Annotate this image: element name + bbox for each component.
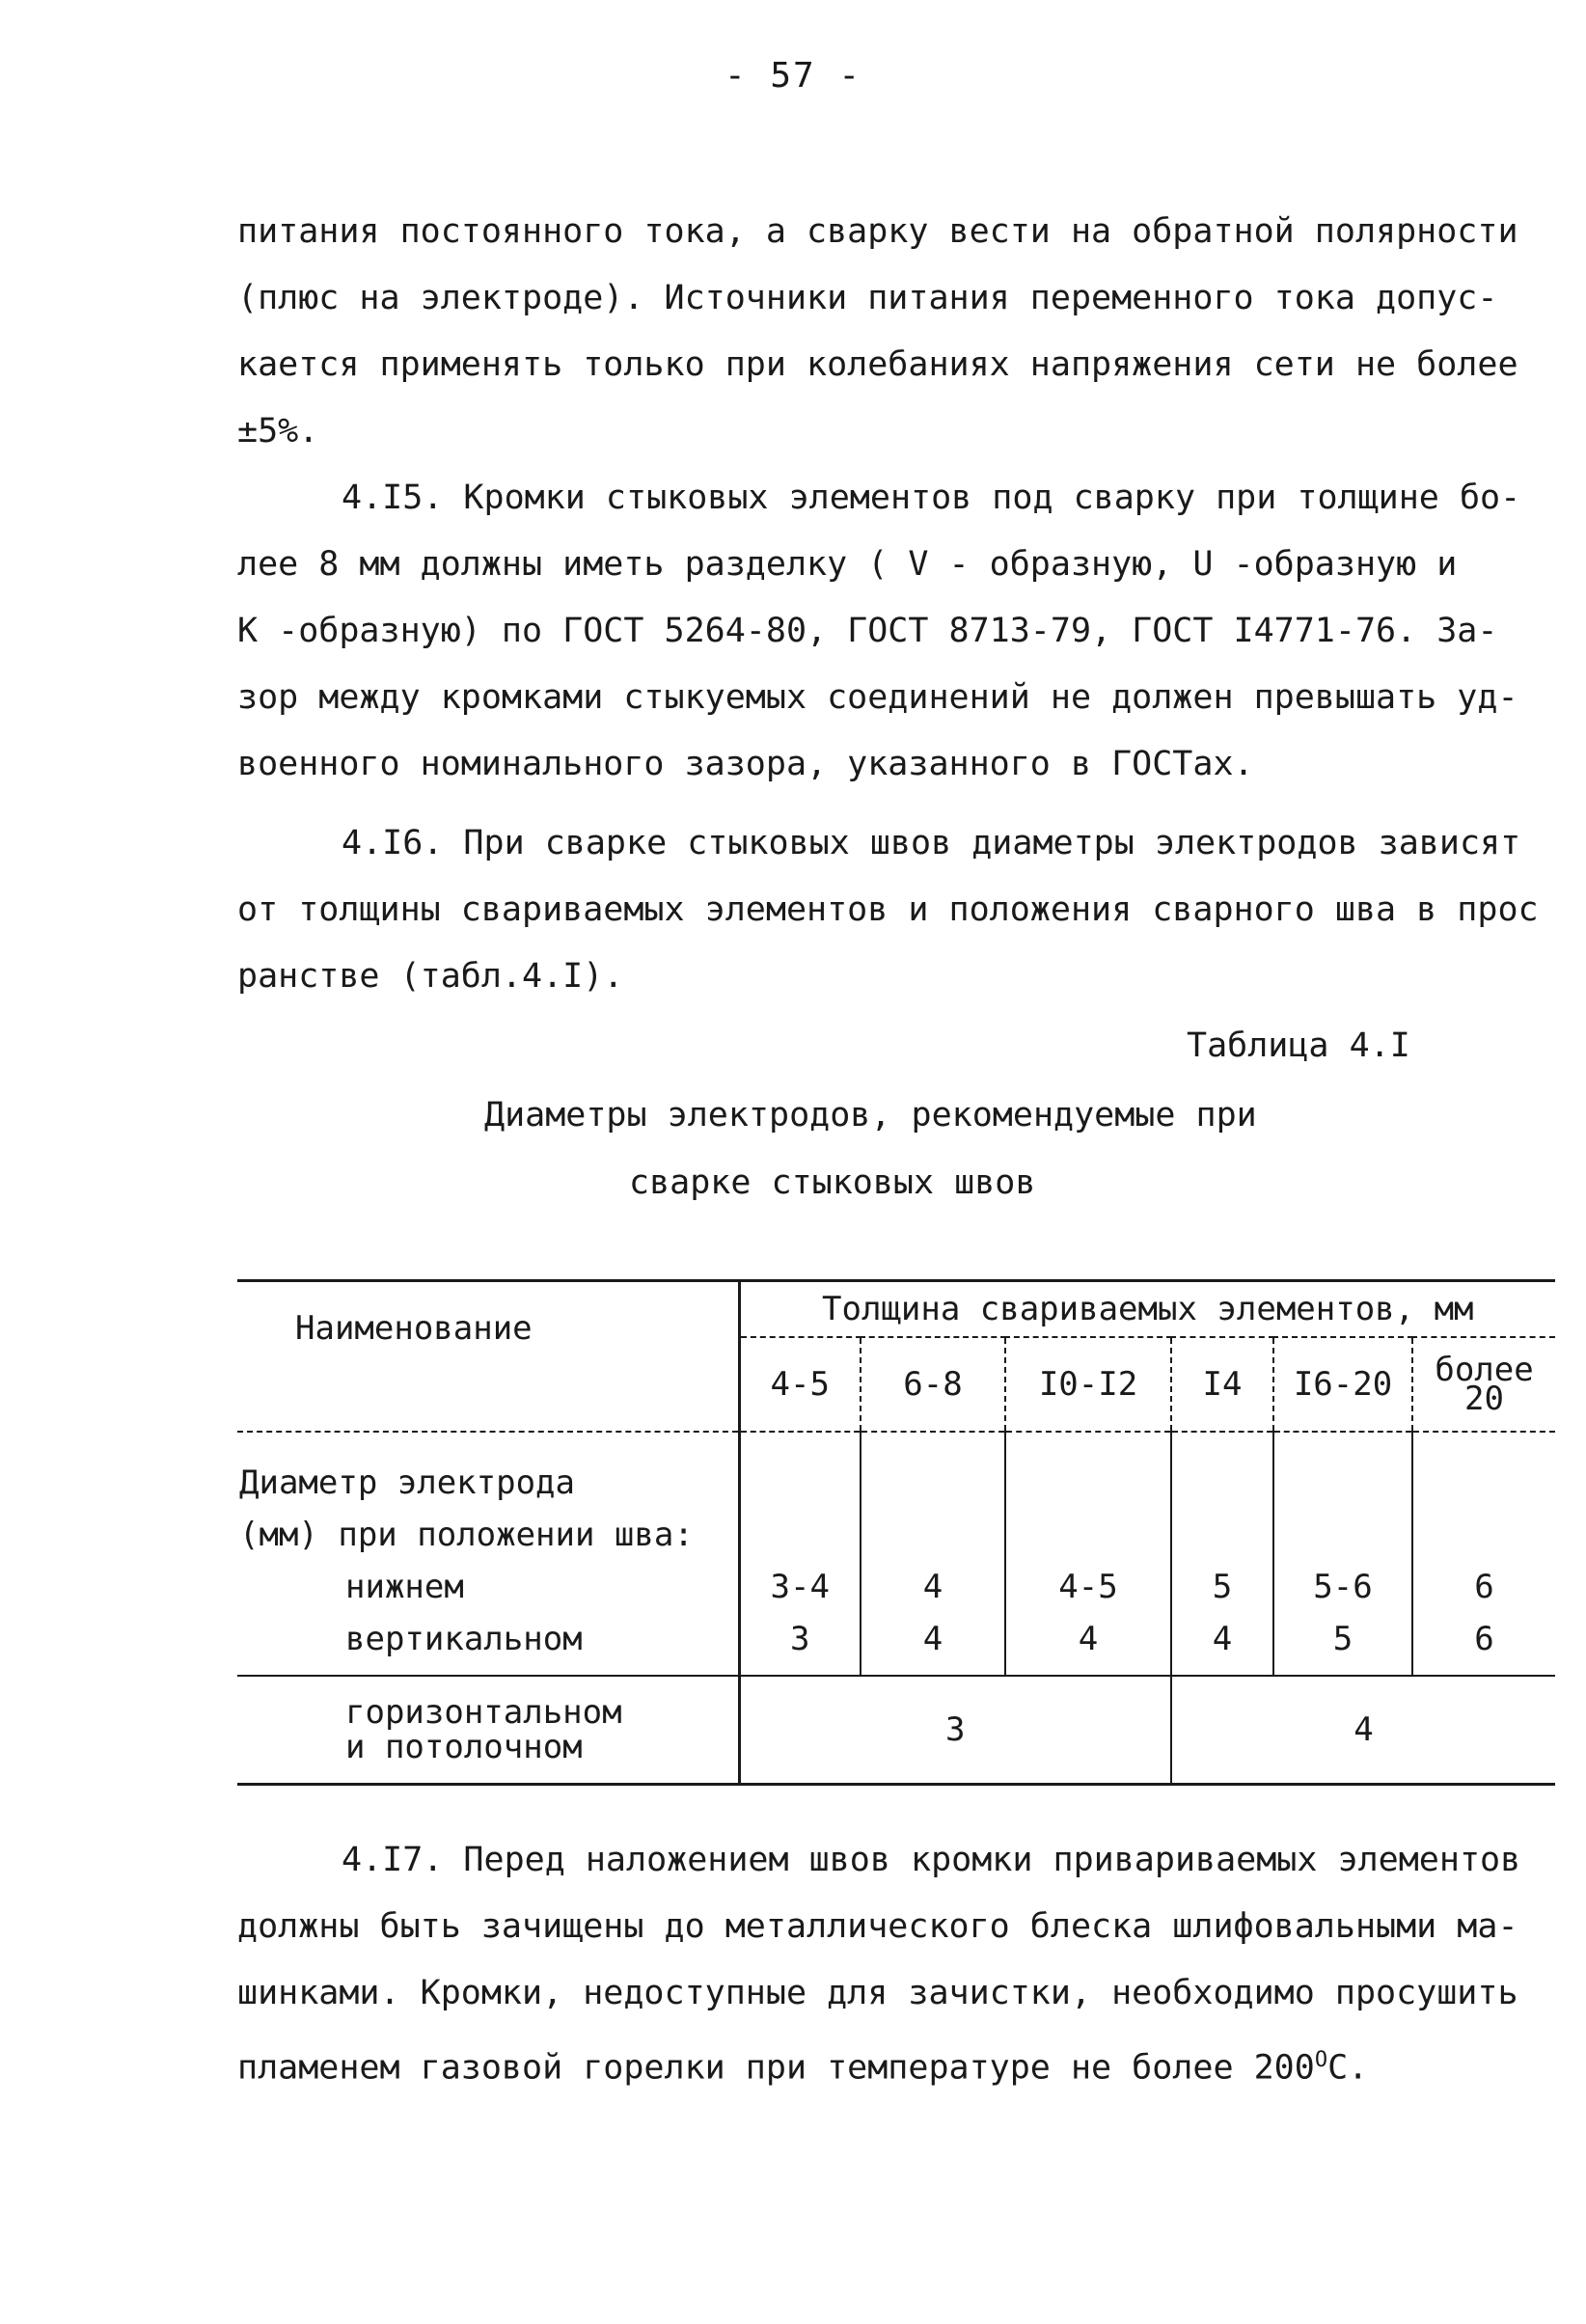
row-label-lower: нижнем: [345, 1568, 464, 1606]
text-line: должны быть зачищены до металлического блеска шлифовальными ма-: [237, 1907, 1518, 1946]
merged-value-cell: 3: [739, 1676, 1171, 1785]
column-header: I6-20: [1273, 1337, 1412, 1432]
row-description: [237, 1432, 739, 1676]
text-line: K -образную) по ГОСТ 5264-80, ГОСТ 8713-79, ГОСТ I4771-76. За-: [237, 612, 1498, 650]
desc-line: (мм) при положении шва:: [239, 1516, 694, 1554]
column-header: 6-8: [861, 1337, 1005, 1432]
row-label-vertical: вертикальном: [345, 1620, 583, 1658]
column-header: I4: [1171, 1337, 1273, 1432]
table-label: Таблица 4.I: [1187, 1026, 1410, 1065]
text-line: 4.I7. Перед наложением швов кромки привариваемых элементов: [342, 1841, 1521, 1879]
paragraph-4-15: [237, 465, 1569, 798]
merged-value-cell: 4: [1171, 1676, 1555, 1785]
text-line: лее 8 мм должны иметь разделку ( V - образную, U -образную и: [237, 545, 1458, 584]
electrode-diameter-table: [237, 1279, 1555, 1786]
header-thickness-cell: Толщина свариваемых элементов, мм: [739, 1281, 1555, 1338]
paragraph-continuation: [237, 199, 1569, 465]
text-line: зор между кромками стыкуемых соединений не должен превышать уд-: [237, 678, 1518, 717]
value-cell: 6 6: [1412, 1432, 1555, 1676]
table-title: Диаметры электродов, рекомендуемые при: [484, 1096, 1257, 1135]
value-cell: 5 4: [1171, 1432, 1273, 1676]
column-header: I0-I2: [1005, 1337, 1171, 1432]
text-line: военного номинального зазора, указанного в ГОСТах.: [237, 745, 1254, 783]
text-line: 4.I5. Кромки стыковых элементов под сварку при толщине бо-: [342, 478, 1521, 517]
text-line: ранстве (табл.4.I).: [237, 957, 624, 996]
row-description-horizontal: [237, 1676, 739, 1785]
value-cell: 4 4: [861, 1432, 1005, 1676]
text-line: шинками. Кромки, недоступные для зачистки, необходимо просушить: [237, 1974, 1518, 2012]
desc-line: и потолочном: [345, 1728, 583, 1766]
text-line: (плюс на электроде). Источники питания переменного тока допус-: [237, 279, 1498, 317]
header-name-cell: Наименование: [237, 1281, 739, 1433]
paragraph-4-16: [237, 810, 1569, 1010]
text-line: кается применять только при колебаниях напряжения сети не более: [237, 345, 1518, 384]
text-line: от толщины свариваемых элементов и положения сварного шва в прос: [237, 890, 1539, 929]
value-cell: 4-5 4: [1005, 1432, 1171, 1676]
desc-line: Диаметр электрода: [239, 1463, 575, 1502]
text-line: пламенем газовой горелки при температуре не более $200^ОС$.: [237, 2048, 1369, 2088]
column-header: 4-5: [739, 1337, 861, 1432]
table-subtitle: сварке стыковых швов: [629, 1163, 1036, 1202]
text-line: 4.I6. При сварке стыковых швов диаметры электродов зависят: [342, 824, 1521, 862]
text-line: ±5%.: [237, 412, 319, 451]
text-line: питания постоянного тока, а сварку вести на обратной полярности: [237, 212, 1518, 251]
column-header: более 20: [1435, 1351, 1534, 1418]
paragraph-4-17: [237, 1827, 1569, 2102]
value-cell: 5-6 5: [1273, 1432, 1412, 1676]
value-cell: 3-4 3: [739, 1432, 861, 1676]
page-number: - 57 -: [724, 56, 862, 96]
desc-line: горизонтальном: [345, 1693, 622, 1732]
degree-superscript: О: [1314, 2048, 1328, 2072]
